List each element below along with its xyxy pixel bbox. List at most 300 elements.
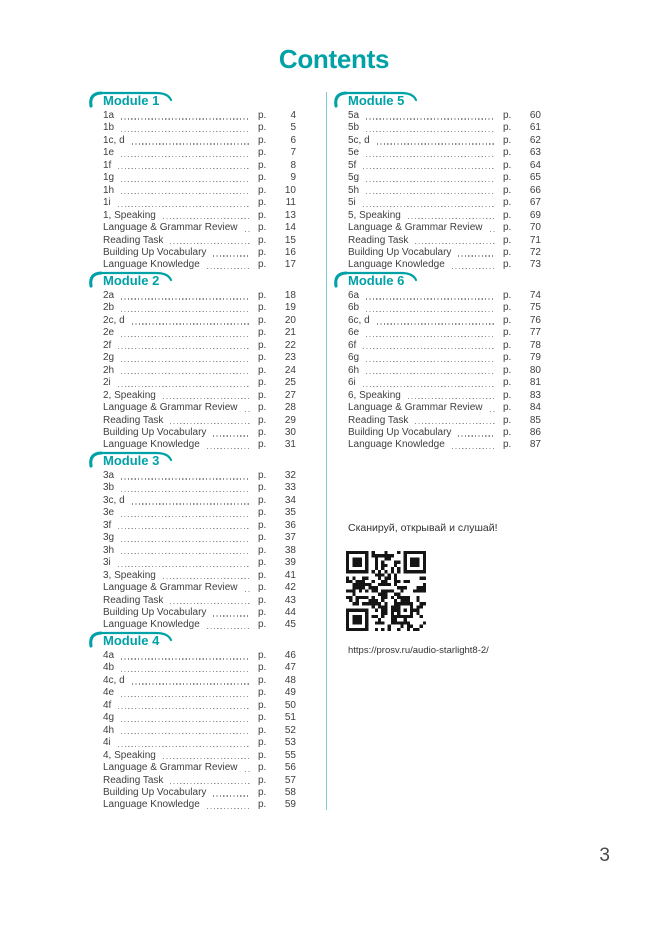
toc-item-page: 78 bbox=[529, 339, 541, 351]
toc-row bbox=[103, 290, 296, 302]
qr-code-icon bbox=[346, 551, 426, 631]
page-abbrev: p. bbox=[503, 222, 512, 234]
toc-item-label: 3b bbox=[103, 482, 115, 494]
page-abbrev: p. bbox=[503, 426, 512, 438]
toc-item-page: 60 bbox=[529, 110, 541, 121]
toc-item-label: Building Up Vocabulary bbox=[103, 246, 207, 258]
toc-row bbox=[348, 415, 541, 427]
toc-item-label: 6g bbox=[348, 352, 360, 364]
module-rows bbox=[88, 470, 296, 632]
dot-leader bbox=[366, 373, 495, 374]
toc-item-page: 59 bbox=[284, 799, 296, 811]
toc-row bbox=[103, 470, 296, 482]
toc-item-label: 6e bbox=[348, 327, 360, 339]
toc-item-page: 75 bbox=[529, 302, 541, 314]
dot-leader bbox=[170, 423, 250, 424]
toc-row bbox=[348, 302, 541, 314]
toc-row bbox=[103, 172, 296, 184]
toc-item-label: 3g bbox=[103, 532, 115, 544]
dot-leader bbox=[415, 423, 495, 424]
toc-item-label: Reading Task bbox=[103, 414, 164, 426]
toc-item-page: 22 bbox=[284, 339, 296, 351]
toc-item-page: 5 bbox=[290, 122, 296, 134]
toc-item-label: 2h bbox=[103, 364, 115, 376]
page-abbrev: p. bbox=[503, 197, 512, 209]
toc-item-page: 77 bbox=[529, 327, 541, 339]
toc-item-page: 84 bbox=[529, 402, 541, 414]
dot-leader bbox=[121, 671, 250, 672]
toc-row bbox=[103, 750, 296, 762]
toc-item-label: Language & Grammar Review bbox=[103, 582, 238, 594]
toc-item-page: 34 bbox=[284, 494, 296, 506]
toc-item-page: 17 bbox=[284, 259, 296, 271]
dot-leader bbox=[363, 168, 495, 169]
page-abbrev: p. bbox=[258, 582, 267, 594]
toc-row bbox=[103, 402, 296, 414]
page-abbrev: p. bbox=[503, 110, 512, 121]
toc-item-label: 1c, d bbox=[103, 134, 125, 146]
toc-item-label: 5b bbox=[348, 122, 360, 134]
page-abbrev: p. bbox=[503, 314, 512, 326]
toc-item-page: 51 bbox=[284, 712, 296, 724]
toc-item-page: 7 bbox=[290, 147, 296, 159]
toc-item-page: 56 bbox=[284, 762, 296, 774]
toc-row bbox=[103, 607, 296, 619]
dot-leader bbox=[170, 783, 250, 784]
toc-item-label: 3h bbox=[103, 544, 115, 556]
page-abbrev: p. bbox=[503, 259, 512, 271]
dot-leader bbox=[245, 411, 250, 412]
toc-item-label: 5c, d bbox=[348, 134, 370, 146]
toc-row bbox=[103, 390, 296, 402]
page-abbrev: p. bbox=[258, 246, 267, 258]
dot-leader bbox=[121, 311, 250, 312]
toc-item-label: 3f bbox=[103, 519, 112, 531]
toc-item-page: 85 bbox=[529, 414, 541, 426]
dot-leader bbox=[363, 348, 495, 349]
toc-item-label: 4b bbox=[103, 662, 115, 674]
dot-leader bbox=[207, 448, 250, 449]
toc-row bbox=[348, 235, 541, 247]
page-abbrev: p. bbox=[258, 494, 267, 506]
toc-item-page: 28 bbox=[284, 402, 296, 414]
toc-item-page: 50 bbox=[284, 699, 296, 711]
toc-row bbox=[348, 427, 541, 439]
dot-leader bbox=[363, 206, 495, 207]
page-abbrev: p. bbox=[258, 339, 267, 351]
toc-item-page: 49 bbox=[284, 687, 296, 699]
toc-item-label: 4g bbox=[103, 712, 115, 724]
toc-item-page: 63 bbox=[529, 147, 541, 159]
page-abbrev: p. bbox=[258, 724, 267, 736]
toc-item-page: 23 bbox=[284, 352, 296, 364]
toc-row bbox=[103, 570, 296, 582]
toc-row bbox=[103, 340, 296, 352]
dot-leader bbox=[213, 615, 250, 616]
page-abbrev: p. bbox=[258, 544, 267, 556]
dot-leader bbox=[121, 298, 250, 299]
module-block bbox=[88, 272, 296, 452]
dot-leader bbox=[366, 193, 495, 194]
page-abbrev: p. bbox=[258, 519, 267, 531]
toc-row bbox=[103, 762, 296, 774]
dot-leader bbox=[132, 143, 250, 144]
page-abbrev: p. bbox=[503, 302, 512, 314]
toc-item-page: 9 bbox=[290, 172, 296, 184]
dot-leader bbox=[366, 156, 495, 157]
dot-leader bbox=[163, 218, 250, 219]
toc-item-label: 4h bbox=[103, 724, 115, 736]
dot-leader bbox=[207, 808, 250, 809]
column-divider bbox=[326, 92, 327, 810]
toc-row bbox=[103, 185, 296, 197]
dot-leader bbox=[366, 181, 495, 182]
dot-leader bbox=[452, 268, 495, 269]
toc-row bbox=[103, 662, 296, 674]
toc-row bbox=[103, 582, 296, 594]
dot-leader bbox=[245, 231, 250, 232]
toc-item-page: 11 bbox=[285, 197, 296, 209]
dot-leader bbox=[121, 658, 250, 659]
toc-item-label: Language Knowledge bbox=[103, 439, 200, 451]
dot-leader bbox=[170, 603, 250, 604]
page-abbrev: p. bbox=[258, 302, 267, 314]
page-number: 3 bbox=[599, 845, 610, 866]
module-block bbox=[333, 92, 541, 272]
toc-item-page: 42 bbox=[284, 582, 296, 594]
dot-leader bbox=[213, 255, 250, 256]
toc-item-label: 1a bbox=[103, 110, 115, 121]
toc-row bbox=[348, 147, 541, 159]
module-title: Module 1 bbox=[103, 93, 160, 108]
page-abbrev: p. bbox=[258, 762, 267, 774]
page-abbrev: p. bbox=[503, 134, 512, 146]
dot-leader bbox=[121, 553, 250, 554]
dot-leader bbox=[132, 503, 250, 504]
page-abbrev: p. bbox=[258, 364, 267, 376]
dot-leader bbox=[458, 435, 495, 436]
toc-item-label: 1f bbox=[103, 159, 112, 171]
page-abbrev: p. bbox=[258, 712, 267, 724]
toc-item-page: 48 bbox=[284, 674, 296, 686]
toc-row bbox=[103, 160, 296, 172]
toc-row bbox=[103, 700, 296, 712]
module-title: Module 3 bbox=[103, 453, 160, 468]
toc-item-label: 6, Speaking bbox=[348, 389, 401, 401]
toc-item-label: 3a bbox=[103, 470, 115, 481]
dot-leader bbox=[366, 131, 495, 132]
page-abbrev: p. bbox=[503, 389, 512, 401]
toc-item-page: 72 bbox=[529, 246, 541, 258]
dot-leader bbox=[121, 156, 250, 157]
toc-item-label: 5a bbox=[348, 110, 360, 121]
dot-leader bbox=[121, 491, 250, 492]
toc-item-page: 25 bbox=[284, 377, 296, 389]
dot-leader bbox=[366, 311, 495, 312]
toc-item-page: 20 bbox=[284, 314, 296, 326]
toc-item-page: 80 bbox=[529, 364, 541, 376]
audio-section bbox=[333, 522, 541, 656]
page-abbrev: p. bbox=[503, 246, 512, 258]
toc-item-page: 27 bbox=[284, 389, 296, 401]
toc-row bbox=[348, 352, 541, 364]
toc-item-page: 31 bbox=[284, 439, 296, 451]
toc-item-label: Building Up Vocabulary bbox=[103, 606, 207, 618]
page-abbrev: p. bbox=[258, 439, 267, 451]
toc-row bbox=[103, 725, 296, 737]
toc-item-page: 76 bbox=[529, 314, 541, 326]
dot-leader bbox=[377, 323, 495, 324]
dot-leader bbox=[118, 746, 250, 747]
toc-item-label: 1i bbox=[103, 197, 111, 209]
page-abbrev: p. bbox=[503, 122, 512, 134]
toc-item-label: 4c, d bbox=[103, 674, 125, 686]
toc-item-label: 3e bbox=[103, 507, 115, 519]
toc-item-page: 46 bbox=[284, 650, 296, 661]
page-abbrev: p. bbox=[258, 699, 267, 711]
page-abbrev: p. bbox=[503, 159, 512, 171]
toc-item-page: 55 bbox=[284, 749, 296, 761]
dot-leader bbox=[415, 243, 495, 244]
module-block bbox=[88, 452, 296, 632]
toc-row bbox=[348, 365, 541, 377]
toc-item-page: 86 bbox=[529, 426, 541, 438]
page-abbrev: p. bbox=[258, 172, 267, 184]
page-abbrev: p. bbox=[503, 339, 512, 351]
toc-row bbox=[103, 365, 296, 377]
dot-leader bbox=[408, 398, 495, 399]
toc-row bbox=[103, 415, 296, 427]
toc-row bbox=[103, 377, 296, 389]
toc-row bbox=[348, 390, 541, 402]
page-abbrev: p. bbox=[258, 594, 267, 606]
page-abbrev: p. bbox=[503, 414, 512, 426]
dot-leader bbox=[118, 386, 250, 387]
dot-leader bbox=[207, 628, 250, 629]
module-title: Module 5 bbox=[348, 93, 405, 108]
toc-item-label: 5f bbox=[348, 159, 357, 171]
page-abbrev: p. bbox=[258, 122, 267, 134]
page-abbrev: p. bbox=[258, 619, 267, 631]
dot-leader bbox=[121, 181, 250, 182]
toc-item-label: 6h bbox=[348, 364, 360, 376]
toc-row bbox=[103, 147, 296, 159]
toc-item-page: 15 bbox=[284, 234, 296, 246]
page-abbrev: p. bbox=[258, 110, 267, 121]
dot-leader bbox=[118, 528, 250, 529]
page-abbrev: p. bbox=[258, 799, 267, 811]
toc-column-right bbox=[333, 92, 541, 656]
page-abbrev: p. bbox=[258, 414, 267, 426]
module-title: Module 2 bbox=[103, 273, 160, 288]
toc-item-page: 69 bbox=[529, 209, 541, 221]
toc-item-page: 43 bbox=[284, 594, 296, 606]
dot-leader bbox=[132, 683, 250, 684]
page-abbrev: p. bbox=[258, 426, 267, 438]
dot-leader bbox=[118, 168, 250, 169]
module-title: Module 4 bbox=[103, 633, 160, 648]
toc-row bbox=[103, 595, 296, 607]
dot-leader bbox=[213, 435, 250, 436]
toc-row bbox=[103, 235, 296, 247]
toc-item-label: 1g bbox=[103, 172, 115, 184]
module-header bbox=[88, 272, 296, 290]
toc-item-page: 30 bbox=[284, 426, 296, 438]
page-abbrev: p. bbox=[503, 364, 512, 376]
toc-item-page: 71 bbox=[529, 234, 541, 246]
toc-item-label: 3, Speaking bbox=[103, 569, 156, 581]
toc-item-page: 8 bbox=[290, 159, 296, 171]
toc-row bbox=[103, 122, 296, 134]
toc-row bbox=[348, 340, 541, 352]
dot-leader bbox=[121, 721, 250, 722]
dot-leader bbox=[121, 478, 250, 479]
toc-item-label: Reading Task bbox=[348, 234, 409, 246]
toc-item-page: 67 bbox=[529, 197, 541, 209]
dot-leader bbox=[121, 373, 250, 374]
dot-leader bbox=[163, 758, 250, 759]
toc-row bbox=[348, 135, 541, 147]
toc-item-label: 6c, d bbox=[348, 314, 370, 326]
toc-item-page: 4 bbox=[290, 110, 296, 121]
page-abbrev: p. bbox=[503, 147, 512, 159]
page-abbrev: p. bbox=[258, 259, 267, 271]
toc-item-page: 41 bbox=[284, 569, 296, 581]
toc-item-label: 1e bbox=[103, 147, 115, 159]
toc-item-label: Language & Grammar Review bbox=[103, 762, 238, 774]
toc-item-label: Language & Grammar Review bbox=[103, 402, 238, 414]
toc-row bbox=[348, 160, 541, 172]
page-abbrev: p. bbox=[258, 402, 267, 414]
module-rows bbox=[333, 290, 541, 452]
page-abbrev: p. bbox=[258, 774, 267, 786]
page-abbrev: p. bbox=[503, 184, 512, 196]
toc-item-label: 3i bbox=[103, 557, 111, 569]
page-abbrev: p. bbox=[503, 352, 512, 364]
dot-leader bbox=[363, 386, 495, 387]
dot-leader bbox=[245, 771, 250, 772]
toc-item-label: 2e bbox=[103, 327, 115, 339]
toc-item-page: 24 bbox=[284, 364, 296, 376]
toc-row bbox=[103, 675, 296, 687]
toc-row bbox=[103, 737, 296, 749]
dot-leader bbox=[121, 696, 250, 697]
toc-item-label: Building Up Vocabulary bbox=[348, 426, 452, 438]
toc-item-label: 5h bbox=[348, 184, 360, 196]
toc-item-label: 6f bbox=[348, 339, 357, 351]
dot-leader bbox=[121, 193, 250, 194]
dot-leader bbox=[366, 336, 495, 337]
page-abbrev: p. bbox=[258, 209, 267, 221]
toc-item-label: 5g bbox=[348, 172, 360, 184]
toc-item-page: 29 bbox=[284, 414, 296, 426]
toc-row bbox=[103, 210, 296, 222]
page-abbrev: p. bbox=[258, 606, 267, 618]
toc-item-page: 36 bbox=[284, 519, 296, 531]
dot-leader bbox=[245, 591, 250, 592]
module-header bbox=[88, 92, 296, 110]
toc-item-label: 6b bbox=[348, 302, 360, 314]
toc-item-label: Language Knowledge bbox=[103, 619, 200, 631]
page-abbrev: p. bbox=[258, 532, 267, 544]
toc-item-label: 4i bbox=[103, 737, 111, 749]
toc-item-page: 81 bbox=[529, 377, 541, 389]
page-abbrev: p. bbox=[258, 687, 267, 699]
page-abbrev: p. bbox=[258, 662, 267, 674]
dot-leader bbox=[132, 323, 250, 324]
page-abbrev: p. bbox=[503, 209, 512, 221]
toc-row bbox=[103, 775, 296, 787]
dot-leader bbox=[366, 361, 495, 362]
toc-row bbox=[103, 327, 296, 339]
page-abbrev: p. bbox=[258, 327, 267, 339]
toc-row bbox=[103, 712, 296, 724]
toc-row bbox=[103, 135, 296, 147]
page-abbrev: p. bbox=[503, 402, 512, 414]
toc-item-label: 2, Speaking bbox=[103, 389, 156, 401]
dot-leader bbox=[408, 218, 495, 219]
toc-row bbox=[348, 210, 541, 222]
toc-item-page: 74 bbox=[529, 290, 541, 301]
dot-leader bbox=[452, 448, 495, 449]
dot-leader bbox=[163, 398, 250, 399]
toc-row bbox=[348, 110, 541, 122]
dot-leader bbox=[490, 411, 495, 412]
toc-row bbox=[103, 495, 296, 507]
dot-leader bbox=[213, 795, 250, 796]
page-abbrev: p. bbox=[258, 737, 267, 749]
toc-row bbox=[348, 439, 541, 451]
dot-leader bbox=[118, 566, 250, 567]
toc-item-label: 5e bbox=[348, 147, 360, 159]
dot-leader bbox=[118, 708, 250, 709]
toc-row bbox=[103, 687, 296, 699]
toc-item-label: 2f bbox=[103, 339, 112, 351]
toc-item-label: 4f bbox=[103, 699, 112, 711]
toc-item-page: 10 bbox=[284, 184, 296, 196]
module-rows bbox=[88, 290, 296, 452]
toc-row bbox=[348, 185, 541, 197]
toc-item-label: Language Knowledge bbox=[348, 259, 445, 271]
toc-item-label: 1, Speaking bbox=[103, 209, 156, 221]
toc-item-page: 53 bbox=[284, 737, 296, 749]
module-block bbox=[88, 92, 296, 272]
toc-row bbox=[348, 222, 541, 234]
toc-row bbox=[348, 122, 541, 134]
page-abbrev: p. bbox=[258, 507, 267, 519]
toc-item-label: Building Up Vocabulary bbox=[103, 786, 207, 798]
toc-item-page: 32 bbox=[284, 470, 296, 481]
toc-item-label: 2b bbox=[103, 302, 115, 314]
page-abbrev: p. bbox=[258, 557, 267, 569]
toc-row bbox=[103, 110, 296, 122]
toc-item-label: Language Knowledge bbox=[103, 259, 200, 271]
page-abbrev: p. bbox=[258, 786, 267, 798]
page-abbrev: p. bbox=[503, 377, 512, 389]
dot-leader bbox=[121, 516, 250, 517]
dot-leader bbox=[366, 298, 495, 299]
dot-leader bbox=[118, 206, 250, 207]
toc-item-label: 5i bbox=[348, 197, 356, 209]
toc-row bbox=[348, 197, 541, 209]
toc-row bbox=[103, 352, 296, 364]
toc-row bbox=[103, 427, 296, 439]
toc-item-page: 38 bbox=[284, 544, 296, 556]
toc-row bbox=[103, 787, 296, 799]
page-abbrev: p. bbox=[258, 674, 267, 686]
page-abbrev: p. bbox=[258, 314, 267, 326]
page-abbrev: p. bbox=[258, 222, 267, 234]
